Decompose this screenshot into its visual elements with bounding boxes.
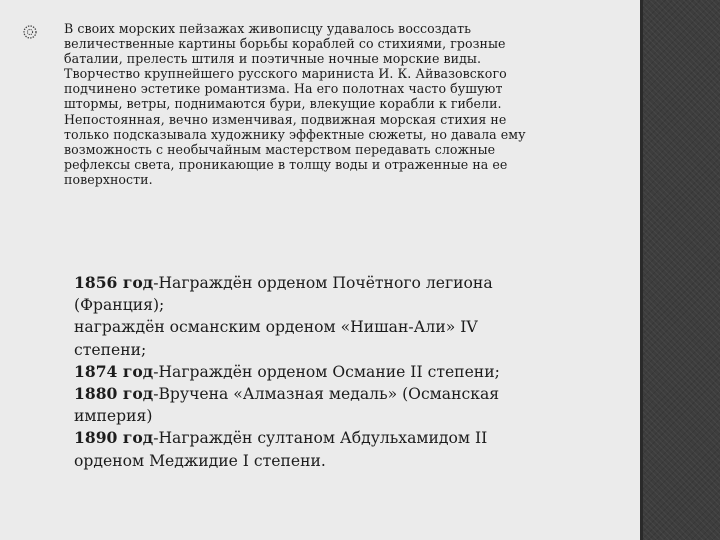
paragraph-line: только подсказывала художнику эффектные сюжеты, но давала ему	[64, 126, 526, 142]
award-text-line: степени;	[74, 340, 147, 359]
award-text-line: империя)	[74, 407, 153, 426]
awards-list	[74, 272, 544, 472]
paragraph-line: величественные картины борьбы кораблей со стихиями, грозные	[64, 36, 506, 52]
award-text: -Награждён орденом Османие II степени;	[153, 362, 500, 381]
paragraph-line: баталии, прелесть штиля и поэтичные ночные морские виды.	[64, 51, 482, 67]
paragraph-line: подчинено эстетике романтизма. На его полотнах часто бушуют	[64, 81, 503, 97]
dotted-circle-bullet-icon	[22, 24, 38, 40]
award-1874-line	[74, 361, 544, 383]
award-1856-line	[74, 272, 544, 294]
award-text-line: орденом Меджидие I степени.	[74, 451, 326, 470]
decorative-side-panel	[640, 0, 720, 540]
award-1890-line	[74, 427, 544, 449]
paragraph-line: Творчество крупнейшего русского мариниста И. К. Айвазовского	[64, 66, 507, 82]
award-year: 1856 год	[74, 273, 154, 292]
paragraph-line: возможность с необычайным мастерством передавать сложные	[64, 141, 496, 157]
award-1880-line	[74, 383, 544, 405]
paragraph-line: поверхности.	[64, 171, 153, 187]
award-text: -Вручена «Алмазная медаль» (Османская	[153, 385, 500, 404]
paragraph-line: Непостоянная, вечно изменчивая, подвижная морская стихия не	[64, 111, 507, 127]
award-year: 1874 год	[74, 361, 154, 381]
award-year: 1880 год	[74, 384, 154, 404]
award-text-line: (Франция);	[74, 296, 165, 315]
award-text-line: награждён османским орденом «Нишан-Али» IV	[74, 318, 478, 337]
paragraph-line: штормы, ветры, поднимаются бури, влекущие корабли к гибели.	[64, 96, 502, 112]
paragraph-line: В своих морских пейзажах живописцу удавалось воссоздать	[64, 21, 471, 36]
award-text: -Награждён султаном Абдульхамидом II	[153, 429, 488, 448]
paragraph-line: рефлексы света, проникающие в толщу воды и отраженные на ее	[64, 156, 508, 172]
award-text: -Награждён орденом Почётного легиона	[153, 274, 493, 292]
description-paragraph	[64, 21, 584, 187]
side-panel-edge	[640, 0, 643, 540]
award-year: 1890 год	[74, 428, 154, 448]
